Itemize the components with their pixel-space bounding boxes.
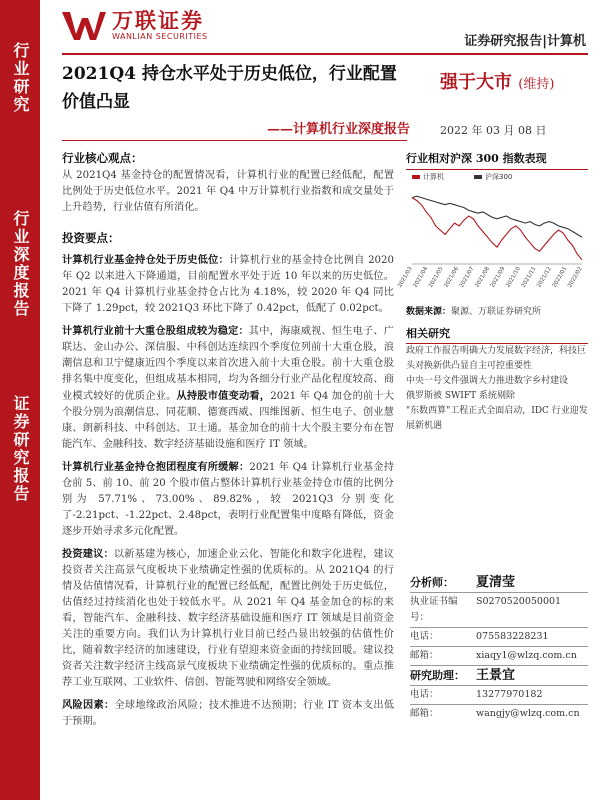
series-line-1 bbox=[412, 196, 582, 237]
sidebar-label-securities-report: 证券研究报告 bbox=[11, 395, 30, 503]
point-1-title: 计算机行业基金持仓处于历史低位： bbox=[62, 254, 229, 266]
assistant-phone-label: 电话： bbox=[410, 689, 439, 700]
x-tick-label: 2021/07 bbox=[458, 266, 476, 289]
divider bbox=[410, 704, 588, 705]
point-2-text: 其中，海康威视、恒生电子、广联达、金山办公、深信服、中科创达连续四个季度位列前十大重仓股，浪潮信息和卫宁健康近四个季度以来首次进入前十大重仓股。前十大重仓股排名集中度变化，但组成基本相同，均为各细分行业产品化程度较高、商业模式较好的优质企业。 bbox=[62, 326, 394, 402]
rating-sub: (维持) bbox=[518, 77, 555, 92]
core-view-text: 从 2021Q4 基金持仓的配置情况看，计算机行业的配置已经低配，配置比例处于历史低位水平。2021 年 Q4 中万计算机行业指数和成交量处于上升趋势，行业估值有所消化。 bbox=[62, 170, 394, 213]
phone-label: 电话： bbox=[410, 631, 439, 642]
related-research-list bbox=[406, 344, 588, 434]
x-tick-label: 2021/05 bbox=[428, 266, 445, 289]
email-label: 邮箱： bbox=[410, 650, 439, 661]
page-title: 2021Q4 持仓水平处于历史低位，行业配置价值凸显 bbox=[62, 64, 397, 112]
x-tick-label: 2021/11 bbox=[520, 266, 538, 289]
divider bbox=[410, 646, 588, 647]
point-5-title: 风险因素： bbox=[62, 699, 115, 711]
point-3-title: 计算机行业基金持仓抱团程度有所缓解： bbox=[62, 461, 250, 473]
analyst-name: 夏清莹 bbox=[476, 575, 516, 590]
page-subtitle: ——计算机行业深度报告 bbox=[266, 122, 410, 137]
logo-en: WANLIAN SECURITIES bbox=[112, 32, 208, 41]
point-1-text: 计算机行业的基金持仓比例自 2020 年 Q2 以来进入下降通道，目前配置水平处于近 10 年以来的历史低位。2021 年 Q4 计算机行业基金持仓占比为 4.18%，较 2020 年 Q4 同比下降了 1.29pct，较 2021Q3 环比下降了 0.42pct，低配了 0.02pct。 bbox=[62, 255, 395, 314]
point-2-text-2: 2021 年 Q4 加仓的前十大个股分别为浪潮信息、同花顺、德赛西威、四维图新、恒生电子、创业慧康、朗新科技、中科创达、卫士通。基金加仓的前十大个股主要分布在智能汽车、金融科技、数字经济基础设施和医疗 IT 领域。 bbox=[62, 391, 395, 450]
x-tick-label: 2021/04 bbox=[412, 266, 430, 289]
right-column bbox=[397, 150, 588, 434]
rating bbox=[440, 68, 554, 94]
analyst-info bbox=[410, 575, 588, 722]
main-body bbox=[62, 150, 394, 730]
report-date: 2022 年 03 月 08 日 bbox=[440, 124, 547, 137]
core-view-heading: 行业核心观点： bbox=[62, 151, 143, 165]
point-4-text: 以新基建为核心，加速企业云化、智能化和数字化进程，建议投资者关注高景气度板块下业绩确定性强的优质标的。从 2021Q4 的行情及估值情况看，计算机行业的配置已经低配，配置比例处于历史低位，估值经过持续消化也处于较低水平。从 2021 年 Q4 基金加仓的标的来看，智能汽车、金融科技、数字经济基础设施和医疗 IT 领域是目前资金关注的重要方向。我们认为计算机行业目前已经凸显出较强的估值性价比，随着数字经济的加速建设，行业有望迎来资金面的持续回暖。建议投资者关注数字经济主线高景气度板块下业绩确定性强的优质标的。重点推荐工业互联网、工业软件、信创、智能驾驶和网络安全领域。 bbox=[62, 549, 394, 688]
point-2-title: 计算机行业前十大重仓股组成较为稳定： bbox=[62, 325, 249, 337]
x-tick-label: 2021/08 bbox=[474, 266, 492, 289]
analyst-email-row bbox=[410, 648, 588, 664]
sidebar-label-industry-research: 行业研究 bbox=[11, 42, 30, 114]
divider bbox=[410, 592, 588, 593]
analyst-cert-row bbox=[410, 594, 588, 626]
rating-value: 强于大市 bbox=[440, 72, 512, 93]
divider bbox=[410, 685, 588, 686]
performance-chart bbox=[397, 170, 588, 298]
header-divider bbox=[62, 53, 588, 55]
assistant-phone-value: 13277970182 bbox=[476, 689, 543, 700]
assistant-email-row bbox=[410, 706, 588, 722]
wanlian-logo-icon bbox=[62, 10, 106, 42]
point-1 bbox=[62, 252, 394, 317]
analyst-row bbox=[410, 575, 588, 591]
x-tick-label: 2021/03 bbox=[397, 266, 414, 289]
chart-title: 行业相对沪深 300 指数表现 bbox=[406, 150, 588, 170]
phone-value: 075583228231 bbox=[476, 631, 549, 642]
related-item[interactable]: 中央一号文件强调大力推进数字乡村建设 bbox=[406, 376, 569, 386]
assistant-name: 王景宜 bbox=[476, 668, 516, 683]
email-value[interactable]: xiaqy1@wlzq.com.cn bbox=[476, 650, 577, 661]
point-5 bbox=[62, 697, 394, 730]
assistant-email-value[interactable]: wangjy@wlzq.com.cn bbox=[476, 708, 580, 719]
logo-cn: 万联证券 bbox=[112, 9, 204, 33]
point-3 bbox=[62, 459, 394, 540]
analyst-label: 分析师： bbox=[410, 576, 454, 589]
point-4 bbox=[62, 546, 394, 691]
related-item[interactable]: "东数西算"工程正式全面启动，IDC 行业迎发展新机遇 bbox=[406, 406, 588, 431]
cert-label: 执业证书编号： bbox=[410, 596, 458, 623]
title-divider bbox=[62, 140, 407, 141]
legend-swatch-0 bbox=[412, 175, 420, 179]
point-5-text: 全球地缘政治风险；技术推进不达预期；行业 IT 资本支出低于预期。 bbox=[62, 700, 395, 727]
related-research-heading: 相关研究 bbox=[406, 325, 588, 344]
sidebar bbox=[0, 0, 40, 800]
series-line-0 bbox=[412, 198, 582, 260]
data-source-text: 聚源、万联证券研究所 bbox=[451, 307, 542, 317]
x-tick-label: 2021/12 bbox=[536, 266, 553, 289]
assistant-email-label: 邮箱： bbox=[410, 708, 439, 719]
divider bbox=[410, 665, 588, 666]
point-2-title-2: 从持股市值变动看， bbox=[176, 390, 271, 402]
x-tick-label: 2021/10 bbox=[505, 266, 522, 289]
legend-label-1: 沪深300 bbox=[485, 173, 513, 181]
sidebar-label-industry-depth: 行业深度报告 bbox=[11, 210, 30, 318]
divider bbox=[410, 627, 588, 628]
report-type: 证券研究报告|计算机 bbox=[464, 34, 586, 49]
page-header bbox=[0, 0, 600, 55]
point-4-title: 投资建议： bbox=[62, 548, 114, 560]
data-source-label: 数据来源： bbox=[406, 307, 452, 317]
key-points-heading: 投资要点： bbox=[62, 231, 120, 245]
data-source bbox=[406, 304, 588, 317]
analyst-phone-row bbox=[410, 629, 588, 645]
assistant-row bbox=[410, 668, 588, 684]
related-item[interactable]: 政府工作报告明确大力发展数字经济，科技巨头对换新供凸显自主可控重要性 bbox=[406, 346, 587, 371]
x-tick-label: 2022/01 bbox=[551, 266, 569, 289]
legend-swatch-1 bbox=[474, 175, 482, 179]
assistant-label: 研究助理： bbox=[410, 669, 465, 682]
x-tick-label: 2021/06 bbox=[443, 266, 461, 289]
legend-label-0: 计算机 bbox=[423, 173, 444, 181]
assistant-phone-row bbox=[410, 687, 588, 703]
x-tick-label: 2021/09 bbox=[489, 266, 507, 289]
related-item[interactable]: 俄罗斯被 SWIFT 系统剔除 bbox=[406, 391, 515, 401]
cert-value: S0270520050001 bbox=[476, 596, 562, 607]
point-2 bbox=[62, 323, 394, 453]
logo bbox=[62, 10, 208, 42]
point-3-text: 2021 年 Q4 计算机行业基金持仓前 5、前 10、前 20 个股市值占整体计算机行业基金持仓市值的比例分别为 57.71%、73.00%、89.82%，较 2021Q3 分别变化了-2.21pct、-1.22pct、2.48pct，表明行业配置集中度略有降低，资金逐步开始寻求多元化配置。 bbox=[62, 462, 394, 537]
x-tick-label: 2022/02 bbox=[567, 266, 584, 289]
